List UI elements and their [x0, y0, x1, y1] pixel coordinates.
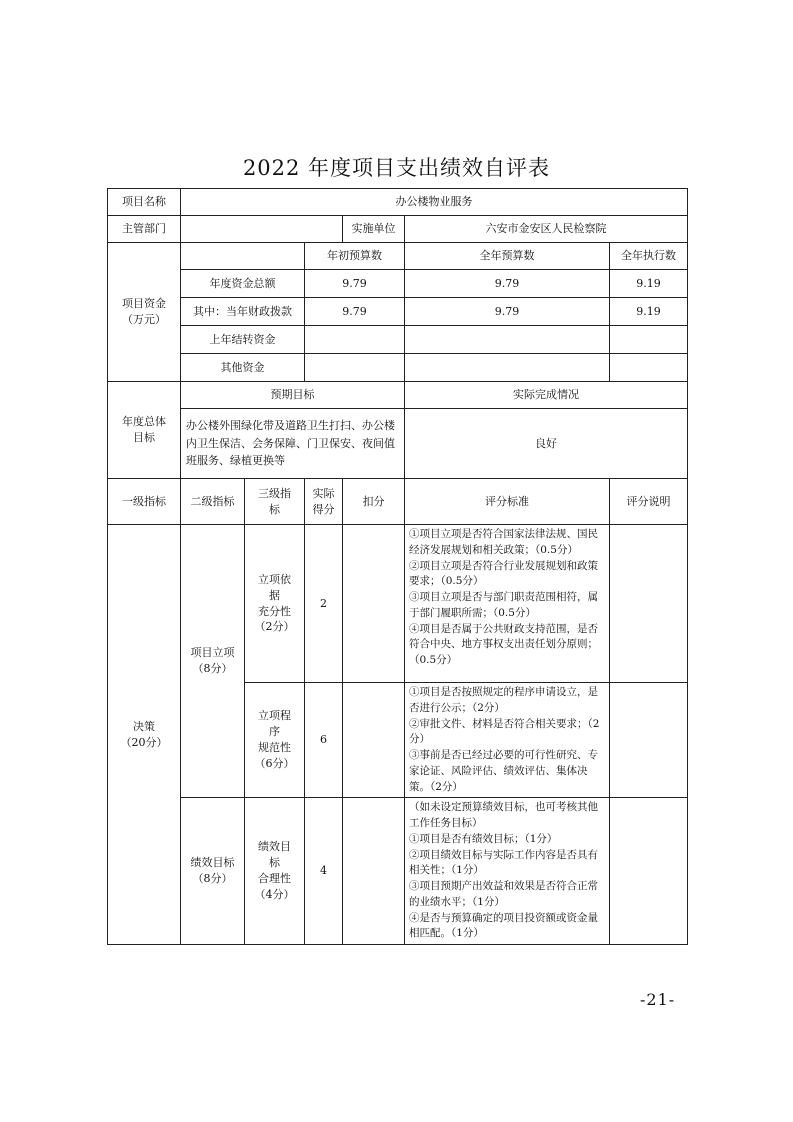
deduction-value	[343, 798, 405, 945]
level3-indicator-name: 绩效目 标 合理性 （4分）	[245, 798, 305, 945]
funds-full-value	[405, 354, 610, 382]
department-label: 主管部门	[108, 216, 181, 243]
funds-row-label: 其中：当年财政拨款	[181, 298, 305, 326]
funds-initial-value	[305, 326, 405, 354]
page-number: -21-	[640, 990, 676, 1009]
goals-content-row	[108, 409, 688, 479]
level2-indicator-header: 二级指标	[181, 479, 245, 525]
annual-goal-label: 年度总体 目标	[108, 382, 181, 479]
full-year-budget-header: 全年预算数	[405, 243, 610, 270]
funds-exec-value: 9.19	[610, 298, 688, 326]
scoring-note-value	[610, 798, 688, 945]
actual-completion-header: 实际完成情况	[405, 382, 688, 409]
actual-score-value: 2	[305, 525, 343, 683]
level3-indicator-name: 立项依 据 充分性 （2分）	[245, 525, 305, 683]
funds-row	[108, 326, 688, 354]
department-row	[108, 216, 688, 243]
self-evaluation-table	[107, 188, 688, 945]
funds-header-row	[108, 243, 688, 270]
funds-exec-value	[610, 326, 688, 354]
indicator-header-row	[108, 479, 688, 525]
level3-indicator-name: 立项程 序 规范性 （6分）	[245, 683, 305, 798]
implementing-unit-value: 六安市金安区人民检察院	[405, 216, 688, 243]
funds-row	[108, 270, 688, 298]
deduction-value	[343, 525, 405, 683]
level1-indicator-header: 一级指标	[108, 479, 181, 525]
funds-row	[108, 298, 688, 326]
scoring-note-value	[610, 683, 688, 798]
funds-exec-value	[610, 354, 688, 382]
funds-full-value	[405, 326, 610, 354]
funds-row-label: 年度资金总额	[181, 270, 305, 298]
note-header: 评分说明	[610, 479, 688, 525]
scoring-criteria-text: （如未设定预算绩效目标，也可考核其他工作任务目标） ①项目是否有绩效目标；（1分） ②项目绩效目标与实际工作内容是否具有相关性；（1分） ③项目预期产出效益和效果是否符合正常的业绩水平；（1分） ④是否与预算确定的项目投资额或资金量相匹配。（1分）	[405, 798, 610, 945]
indicator-row	[108, 798, 688, 945]
actual-completion-text: 良好	[405, 409, 688, 479]
funds-full-value: 9.79	[405, 298, 610, 326]
deduction-value	[343, 683, 405, 798]
funds-row-label: 其他资金	[181, 354, 305, 382]
project-name-label: 项目名称	[108, 189, 181, 216]
funds-row-label: 上年结转资金	[181, 326, 305, 354]
level3-indicator-header: 三级指 标	[245, 479, 305, 525]
project-approval-cell: 项目立项 （8分）	[181, 525, 245, 798]
funds-initial-value	[305, 354, 405, 382]
expected-goal-header: 预期目标	[181, 382, 405, 409]
decision-level1-cell: 决策 （20分）	[108, 525, 181, 945]
criteria-header: 评分标准	[405, 479, 610, 525]
implementing-unit-label: 实施单位	[343, 216, 405, 243]
scoring-criteria-text: ①项目立项是否符合国家法律法规、国民经济发展规划和相关政策；（0.5分） ②项目立项是否符合行业发展规划和政策要求；（0.5分） ③项目立项是否与部门职责范围相符，属于部门履职所需；（0.5分） ④项目是否属于公共财政支持范围，是否符合中央、地方事权支出责任划分原则；（0.5分）	[405, 525, 610, 683]
funds-exec-value: 9.19	[610, 270, 688, 298]
funds-initial-value: 9.79	[305, 270, 405, 298]
funds-label: 项目资金 （万元）	[108, 243, 181, 382]
initial-budget-header: 年初预算数	[305, 243, 405, 270]
scoring-note-value	[610, 525, 688, 683]
scoring-criteria-text: ①项目是否按照规定的程序申请设立，是否进行公示；（2分） ②审批文件、材料是否符合相关要求；（2分） ③事前是否已经过必要的可行性研究、专家论证、风险评估、绩效评估、集体决策。（2分）	[405, 683, 610, 798]
department-value	[181, 216, 343, 243]
funds-blank-header	[181, 243, 305, 270]
performance-target-cell: 绩效目标 （8分）	[181, 798, 245, 945]
funds-full-value: 9.79	[405, 270, 610, 298]
goals-header-row	[108, 382, 688, 409]
project-name-value: 办公楼物业服务	[181, 189, 688, 216]
funds-row	[108, 354, 688, 382]
deduction-header: 扣分	[343, 479, 405, 525]
project-name-row	[108, 189, 688, 216]
expected-goal-text: 办公楼外围绿化带及道路卫生打扫、办公楼内卫生保洁、会务保障、门卫保安、夜间值班服务、绿植更换等	[181, 409, 405, 479]
document-title: 2022 年度项目支出绩效自评表	[242, 156, 551, 180]
funds-initial-value: 9.79	[305, 298, 405, 326]
actual-score-header: 实际 得分	[305, 479, 343, 525]
full-year-execution-header: 全年执行数	[610, 243, 688, 270]
indicator-row	[108, 525, 688, 683]
actual-score-value: 4	[305, 798, 343, 945]
actual-score-value: 6	[305, 683, 343, 798]
